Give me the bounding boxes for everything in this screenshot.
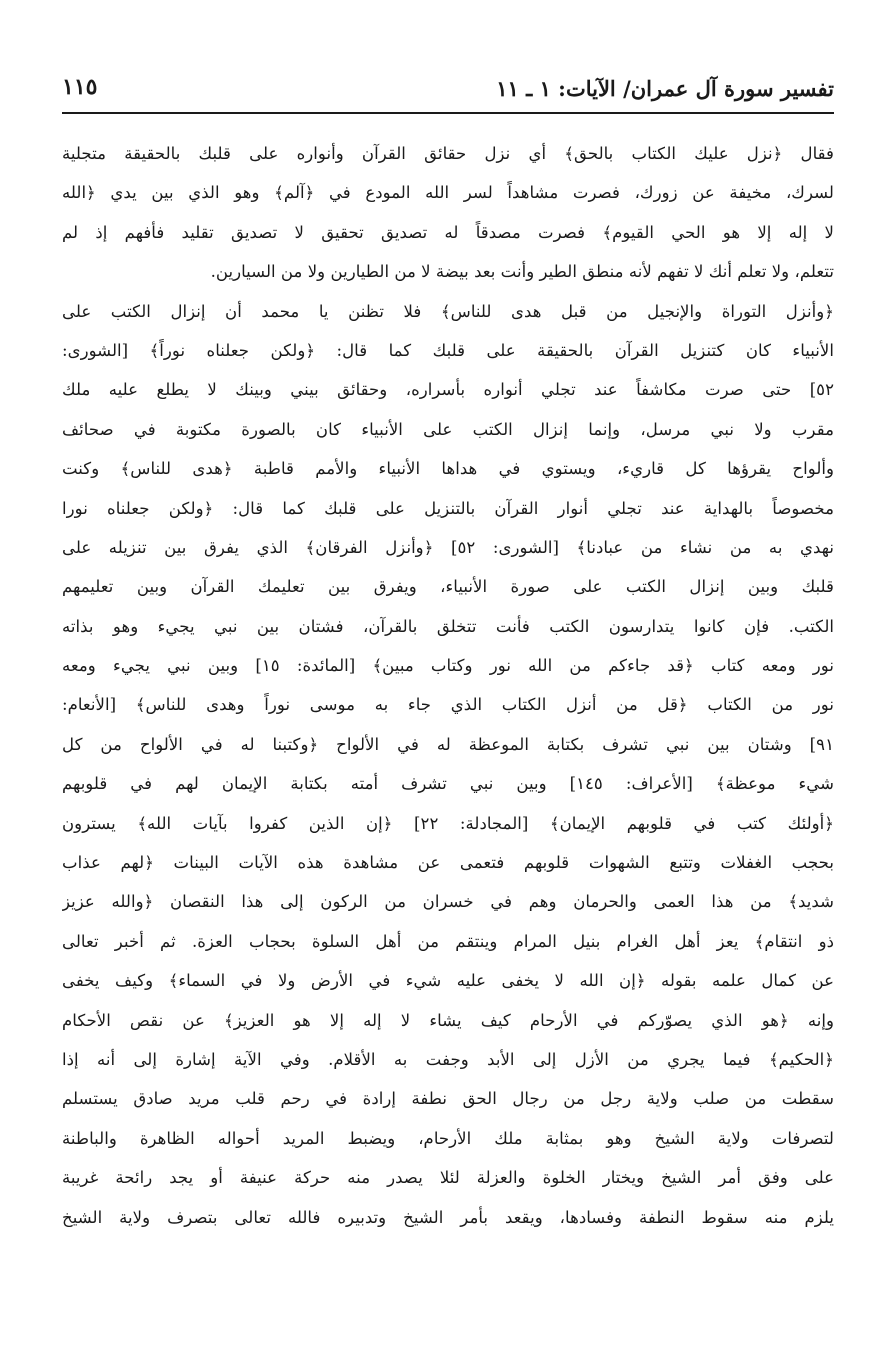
text-line: عن كمال علمه بقوله ﴿إن الله لا يخفى عليه شيء في الأرض ولا في السماء﴾ وكيف يخفى — [62, 971, 834, 991]
page-header — [62, 68, 834, 114]
text-line: ﴿الحكيم﴾ فيما يجري من الأزل إلى الأبد وجفت به الأقلام. وفي الآية إشارة إلى أنه إذا — [62, 1049, 834, 1069]
text-line: بحجب الغفلات وتتبع الشهوات قلوبهم فتعمى عن مشاهدة هذه الآيات البينات ﴿لهم عذاب — [62, 853, 834, 873]
text-line: يلزم منه سقوط النطفة وفسادها، ويقعد بأمر الشيخ وتدبيره فالله تعالى بتصرف ولاية الشيخ — [62, 1207, 834, 1227]
text-line: مخصوصاً بالهداية عند تجلي أنوار القرآن بالتنزيل على قلبك كما قال: ﴿ولكن جعلناه نورا — [62, 498, 834, 518]
text-line: لتصرفات ولاية الشيخ وهو بمثابة ملك الأرحام، ويضبط المريد أحواله الظاهرة والباطنة — [62, 1128, 834, 1148]
text-line: الأنبياء كان كتنزيل القرآن بالحقيقة على قلبك كما قال: ﴿ولكن جعلناه نوراً﴾ [الشورى: — [62, 340, 834, 360]
text-line: ﴿وأنزل التوراة والإنجيل من قبل هدى للناس﴾ فلا تظنن يا محمد أن إنزال الكتب على — [62, 301, 834, 321]
page-number: ١١٥ — [62, 74, 98, 100]
text-line: قلبك وبين إنزال الكتب على صورة الأنبياء، ويفرق بين تعليمك القرآن وبين تعليمهم — [62, 577, 834, 597]
text-line: ٥٢] حتى صرت مكاشفاً عند تجلي أنواره بأسراره، وحقائق بيني وبينك لا يطلع عليه ملك — [62, 380, 834, 400]
text-line: فقال ﴿نزل عليك الكتاب بالحق﴾ أي نزل حقائق القرآن وأنواره على قلبك بالحقيقة متجلية — [62, 144, 834, 163]
text-line: وإنه ﴿هو الذي يصوّركم في الأرحام كيف يشاء لا إله إلا هو العزيز﴾ عن نقص الأحكام — [62, 1010, 834, 1030]
text-line: شديد﴾ من هذا العمى والحرمان وهم في خسران من الركون إلى هذا النقصان ﴿والله عزيز — [62, 892, 834, 912]
text-line: ٩١] وشتان بين نبي تشرف بكتابة الموعظة له في الألواح ﴿وكتبنا له في الألواح من كل — [62, 734, 834, 754]
text-line: لسرك، مخيفة عن زورك، فصرت مشاهداً لسر الله المودع في ﴿آلم﴾ وهو الذي بين يدي ﴿الله — [62, 183, 834, 203]
text-line: سقطت من صلب ولاية رجل من رجال الحق نطفة إرادة في رحم قلب مريد صادق يستسلم — [62, 1089, 834, 1109]
body-text — [62, 134, 834, 1237]
text-line: وألواح يقرؤها كل قاريء، ويستوي في هداها الأنبياء والأمم قاطبة ﴿هدى للناس﴾ وكنت — [62, 459, 834, 479]
text-line: نور ومعه كتاب ﴿قد جاءكم من الله نور وكتاب مبين﴾ [المائدة: ١٥] وبين نبي يجيء ومعه — [62, 656, 834, 676]
text-line: نور من الكتاب ﴿قل من أنزل الكتاب الذي جاء به موسى نوراً وهدى للناس﴾ [الأنعام: — [62, 695, 834, 715]
running-title: تفسير سورة آل عمران/ الآيات: ١ ـ ١١ — [496, 76, 834, 101]
text-line: الكتب. فإن كانوا يتدارسون الكتب فأنت تتخلق بالقرآن، فشتان بين نبي يجيء وهو بذاته — [62, 616, 834, 636]
text-line: مقرب ولا نبي مرسل، وإنما إنزال الكتب على الأنبياء كان بالصورة مكتوبة في صحائف — [62, 419, 834, 439]
text-line: على وفق أمر الشيخ ويختار الخلوة والعزلة لئلا يصدر منه حركة عنيفة أو يجد رائحة غريبة — [62, 1168, 834, 1188]
text-line: ﴿أولئك كتب في قلوبهم الإيمان﴾ [المجادلة: ٢٢] ﴿إن الذين كفروا بآيات الله﴾ يسترون — [62, 813, 834, 833]
text-line: لا إله إلا هو الحي القيوم﴾ فصرت مصدقاً له تصديق تحقيق لا تصديق تقليد فأفهم إذ لم — [62, 222, 834, 242]
text-line: ذو انتقام﴾ يعز أهل الغرام بنيل المرام وينتقم من أهل السلوة بحجاب العزة. ثم أخبر تعالى — [62, 931, 834, 951]
text-line: شيء موعظة﴾ [الأعراف: ١٤٥] وبين نبي تشرف أمته بكتابة الإيمان لهم في قلوبهم — [62, 774, 834, 794]
text-line: نهدي به من نشاء من عبادنا﴾ [الشورى: ٥٢] ﴿وأنزل الفرقان﴾ الذي يفرق بين تنزيله على — [62, 537, 834, 557]
text-line: تتعلم، ولا تعلم أنك لا تفهم لأنه منطق الطير وأنت بعد بيضة لا من الطيارين ولا من السيارين. — [210, 262, 834, 282]
